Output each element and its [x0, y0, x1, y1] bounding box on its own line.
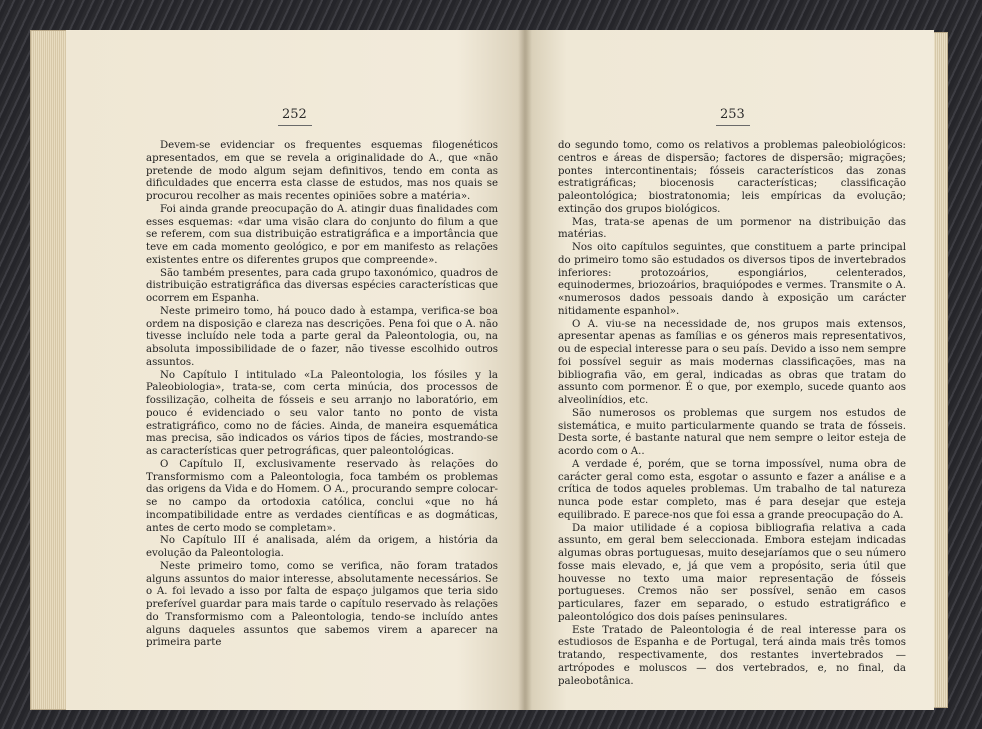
left-page — [66, 30, 526, 710]
paragraph: O A. viu-se na necessidade de, nos grupos mais extensos, apresentar apenas as famílias e os géneros mais representativos, ou de especial interesse para o seu país. Devido a isso nem sempre foi possível seguir as mais modernas classificações, mas na bibliografia vão, em geral, indicadas as obras que tratam do assunto com pormenor. É o que, por exemplo, sucede quanto aos alveolinídios, etc. — [558, 318, 906, 406]
paragraph: A verdade é, porém, que se torna impossível, numa obra de carácter geral como esta, esgotar o assunto e fazer a análise e a crítica de todos aqueles problemas. Um trabalho de tal natureza nunca pode estar completo, mas é para desejar que esteja equilibrado. E parece-nos que foi essa a grande preocupação do A. — [558, 458, 906, 521]
right-page-number: 253 — [720, 107, 745, 122]
paragraph: No Capítulo I intitulado «La Paleontologia, los fósiles y la Paleobiologia», trata-se, com certa minúcia, dos processos de fossilização, colheita de fósseis e seu arranjo no laboratório, em pouco é evidenciado o seu valor tanto no ponto de vista estratigráfico, como no de fácies. Ainda, de maneira esquemática mas precisa, são indicados os vários tipos de fácies, mostrando-se as características quer petrográficas, quer paleontológicas. — [146, 369, 498, 457]
paragraph: Mas, trata-se apenas de um pormenor na distribuição das matérias. — [558, 216, 906, 241]
paragraph: Foi ainda grande preocupação do A. atingir duas finalidades com esses esquemas: «dar uma visão clara do conjunto do filum a que se referem, com sua distribuição estratigráfica e a importância que teve em cada momento geológico, e por em manifesto as relações existentes entre os diferentes grupos que compreende». — [146, 203, 498, 266]
right-page — [526, 30, 934, 710]
left-page-rule — [278, 125, 312, 126]
right-page-rule — [716, 125, 750, 126]
paragraph: Neste primeiro tomo, há pouco dado à estampa, verifica-se boa ordem na disposição e clareza nas descrições. Pena foi que o A. não tivesse incluído nele toda a parte geral da Paleontologia, ou, na absoluta impossibilidade de o fazer, não tivesse escolhido outros assuntos. — [146, 305, 498, 368]
left-page-number: 252 — [282, 107, 307, 122]
left-page-edges — [30, 30, 70, 710]
paragraph: do segundo tomo, como os relativos a problemas paleobiológicos: centros e áreas de dispersão; factores de dispersão; migrações; pontes intercontinentais; fósseis característicos das zonas estratigráficas; biocenosis características; classificação paleontológica; biostratonomia; leis empíricas da evolução; extinção dos grupos biológicos. — [558, 140, 906, 215]
paragraph: Devem-se evidenciar os frequentes esquemas filogenéticos apresentados, em que se revela a originalidade do A., que «não pretende de modo algum sejam definitivos, tendo em conta as dificuldades que encerra esta classe de estudos, mas nos quais se procurou recolher as mais recentes opiniões sobre a matéria». — [146, 140, 498, 202]
paragraph: O Capítulo II, exclusivamente reservado às relações do Transformismo com a Paleontologia, foca também os problemas das origens da Vida e do Homem. O A., procurando sempre colocar-se no campo da ortodoxia católica, conclui «que no há incompatibilidade entre as verdades científicas e as dogmáticas, antes de certo modo se completam». — [146, 458, 498, 534]
right-page-edges — [932, 32, 948, 708]
paragraph: Da maior utilidade é a copiosa bibliografia relativa a cada assunto, em geral bem seleccionada. Embora estejam indicadas algumas obras portuguesas, muito desejaríamos que o seu número fosse mais elevado, e, já que vem a propósito, seria útil que houvesse no texto uma maior representação de fósseis portugueses. Cremos não ser possível, senão em casos particulares, fazer em separado, o estudo estratigráfico e paleontológico dos dois países peninsulares. — [558, 522, 906, 623]
right-page-text — [558, 140, 906, 688]
paragraph: Este Tratado de Paleontologia é de real interesse para os estudiosos de Espanha e de Portugal, terá ainda mais três tomos tratando, respectivamente, dos restantes invertebrados — artrópodes e moluscos — dos vertebrados, e, no final, da paleobotânica. — [558, 624, 906, 687]
left-page-text — [146, 140, 498, 650]
paragraph: No Capítulo III é analisada, além da origem, a história da evolução da Paleontologia. — [146, 535, 498, 559]
paragraph: São também presentes, para cada grupo taxonómico, quadros de distribuição estratigráfica das diversas espécies características que ocorrem em Espanha. — [146, 267, 498, 304]
paragraph: Nos oito capítulos seguintes, que constituem a parte principal do primeiro tomo são estudados os diversos tipos de invertebrados inferiores: protozoários, espongiários, celenterados, equinodermes, briozoários, braquiópodes e vermes. Transmite o A. «numerosos dados pessoais dando à exposição um carácter nitidamente espanhol». — [558, 242, 906, 317]
open-book — [30, 24, 948, 718]
paragraph: São numerosos os problemas que surgem nos estudos de sistemática, e muito particularmente quando se trata de fósseis. Desta sorte, é bastante natural que nem sempre o leitor esteja de acordo com o A.. — [558, 407, 906, 457]
book-gutter — [518, 30, 532, 710]
paragraph: Neste primeiro tomo, como se verifica, não foram tratados alguns assuntos do maior interesse, absolutamente necessários. Se o A. foi levado a isso por falta de espaço julgamos que teria sido preferível guardar para mais tarde o capítulo reservado às relações do Transformismo com a Paleontologia, tendo-se incluído antes alguns daqueles assuntos que sabemos virem a aparecer na primeira parte — [146, 560, 498, 649]
